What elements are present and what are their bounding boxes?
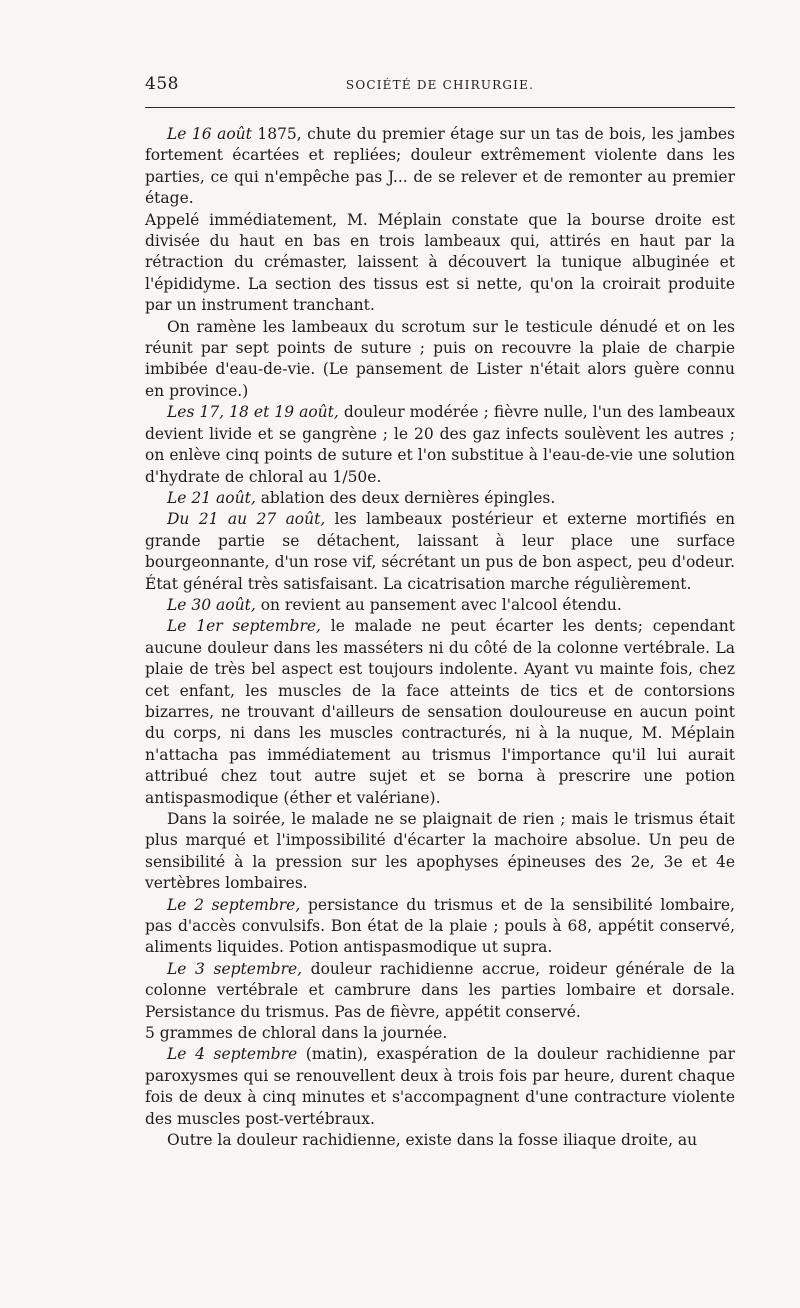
paragraph-aug-21-27	[145, 509, 735, 595]
paragraph-text: 1875, chute du premier étage sur un tas de bois, les jambes fortement écartées et repliées; douleur extrêmement violente dans les parties, ce qui n'empêche pas J... de se relever et de remonter au premier étage.	[145, 125, 735, 208]
paragraph-text: ablation des deux dernières épingles.	[255, 488, 556, 507]
date-lead: Du 21 au 27 août,	[167, 510, 326, 529]
paragraph-text: les lambeaux postérieur et externe mortifiés en grande partie se détachent, laissant à leur place une surface bourgeonnante, d'un rose vif, sécrétant un pus de bon aspect, peu d'odeur. État général très satisfaisant. La cicatrisation marche régulièrement.	[145, 510, 735, 593]
paragraph-sep-3	[145, 959, 735, 1023]
paragraph-sep-1	[145, 616, 735, 809]
header-rule	[145, 107, 735, 108]
body-text	[145, 124, 735, 1152]
paragraph-iliac	[145, 1130, 735, 1151]
date-lead: Le 16 août	[167, 125, 252, 143]
date-lead: Le 21 août,	[167, 488, 256, 507]
paragraph-chloral	[145, 1023, 735, 1044]
journal-title: SOCIÉTÉ DE CHIRURGIE.	[345, 78, 535, 92]
paragraph-aug-16	[145, 124, 735, 210]
page-number: 458	[145, 74, 179, 94]
paragraph-text: douleur modérée ; fièvre nulle, l'un des lambeaux devient livide et se gangrène ; le 20 des gaz infects soulèvent les autres ; on enlève cinq points de suture et l'on substitue à l'eau-de-vie une solution d'hydrate de chloral au 1/50e.	[145, 403, 736, 486]
date-lead: Le 2 septembre,	[167, 895, 301, 914]
paragraph-aug-21	[145, 488, 735, 509]
paragraph-sep-4	[145, 1044, 735, 1130]
paragraph-aug-17-19	[145, 402, 735, 488]
paragraph-text: persistance du trismus et de la sensibilité lombaire, pas d'accès convulsifs. Bon état de la plaie ; pouls à 68, appétit conservé, aliments liquides. Potion antispasmodique ut supra.	[145, 895, 735, 957]
paragraph-suture	[145, 317, 735, 403]
paragraph-text: le malade ne peut écarter les dents; cependant aucune douleur dans les masséters ni du côté de la colonne vertébrale. La plaie de très bel aspect est toujours indolente. Ayant vu mainte fois, chez cet enfant, les muscles de la face atteints de tics et de contorsions bizarres, ne trouvant d'ailleurs de sensation douloureuse en aucun point du corps, ni dans les muscles contracturés, ni à la nuque, M. Méplain n'attacha pas immédiatement au trismus l'importance qu'il lui aurait attribué chez tout autre sujet et se borna à prescrire une potion antispasmodique (éther et valériane).	[145, 617, 736, 807]
paragraph-text: 5 grammes de chloral dans la journée.	[145, 1024, 448, 1043]
paragraph-text: Appelé immédiatement, M. Méplain constate que la bourse droite est divisée du haut en bas en trois lambeaux qui, attirés en haut par la rétraction du crémaster, laissent à découvert la tunique albuginée et l'épididyme. La section des tissus est si nette, qu'on la croirait produite par un instrument tranchant.	[145, 210, 735, 315]
paragraph-text: On ramène les lambeaux du scrotum sur le testicule dénudé et on les réunit par sept points de suture ; puis on recouvre la plaie de charpie imbibée d'eau-de-vie. (Le pansement de Lister n'était alors guère connu en province.)	[145, 317, 735, 400]
date-lead: Le 1er septembre,	[167, 617, 321, 636]
paragraph-text: douleur rachidienne accrue, roideur générale de la colonne vertébrale et cambrure dans les parties lombaire et dorsale. Persistance du trismus. Pas de fièvre, appétit conservé.	[145, 959, 735, 1021]
paragraph-text: Outre la douleur rachidienne, existe dans la fosse iliaque droite, au	[167, 1131, 698, 1150]
date-lead: Le 4 septembre	[167, 1045, 298, 1064]
date-lead: Le 30 août,	[167, 595, 256, 614]
paragraph-text: (matin), exaspération de la douleur rachidienne par paroxysmes qui se renouvellent deux à trois fois par heure, durent chaque fois de deux à cinq minutes et s'accompagnent d'une contracture violente des muscles post-vertébraux.	[145, 1045, 736, 1128]
running-head	[145, 74, 735, 100]
paragraph-aug-30	[145, 595, 735, 616]
paragraph-meplain-called	[145, 210, 735, 317]
paragraph-sep-2	[145, 895, 735, 959]
date-lead: Le 3 septembre,	[167, 959, 303, 978]
paragraph-text: on revient au pansement avec l'alcool étendu.	[255, 595, 622, 614]
paragraph-evening	[145, 809, 735, 895]
date-lead: Les 17, 18 et 19 août,	[167, 403, 339, 422]
paragraph-text: Dans la soirée, le malade ne se plaignait de rien ; mais le trismus était plus marqué et l'impossibilité d'écarter la machoire absolue. Un peu de sensibilité à la pression sur les apophyses épineuses des 2e, 3e et 4e vertèbres lombaires.	[145, 810, 735, 893]
